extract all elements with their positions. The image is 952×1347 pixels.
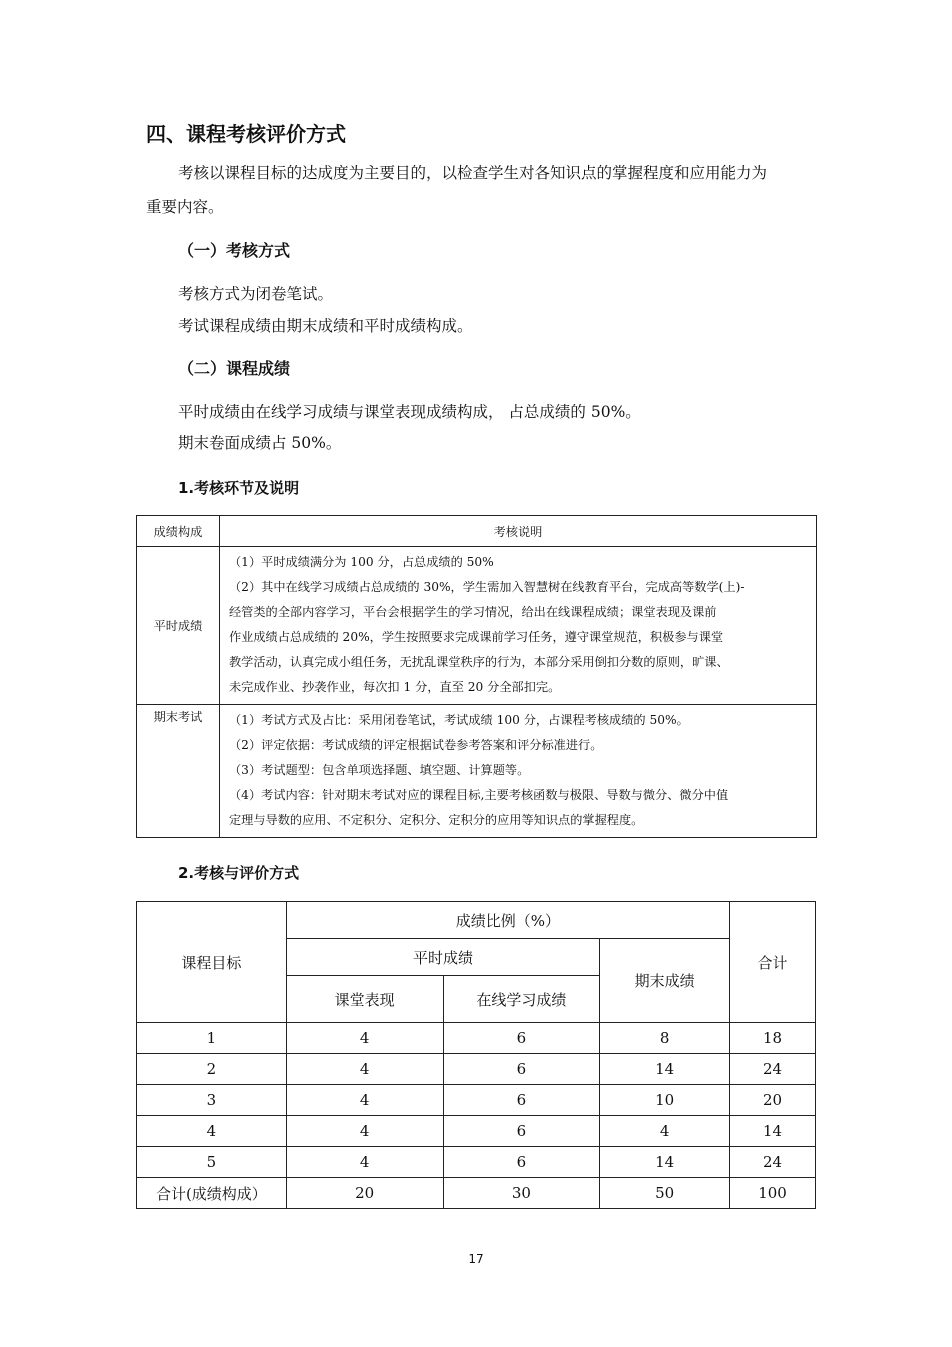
row-label-usual-grade: 平时成绩 bbox=[137, 547, 220, 705]
table-cell: 14 bbox=[600, 1054, 730, 1085]
table-cell: 4 bbox=[286, 1054, 443, 1085]
table-cell: 18 bbox=[730, 1023, 816, 1054]
header-grade-composition: 成绩构成 bbox=[137, 516, 220, 547]
description-line: 作业成绩占总成绩的 20%，学生按照要求完成课前学习任务，遵守课堂规范，积极参与课堂 bbox=[229, 630, 724, 644]
description-line: （2）其中在线学习成绩占总成绩的 30%，学生需加入智慧树在线教育平台，完成高等数学(上)- bbox=[229, 580, 745, 594]
description-line: （2）评定依据：考试成绩的评定根据试卷参考答案和评分标准进行。 bbox=[229, 738, 603, 752]
table-cell: 4 bbox=[286, 1116, 443, 1147]
table-cell: 10 bbox=[600, 1085, 730, 1116]
table-cell: 100 bbox=[730, 1178, 816, 1209]
table-row bbox=[137, 1116, 816, 1147]
header-usual-grade: 平时成绩 bbox=[286, 939, 600, 976]
final-exam-description bbox=[220, 705, 817, 838]
course-grade-line: 平时成绩由在线学习成绩与课堂表现成绩构成， 占总成绩的 50%。 bbox=[178, 403, 641, 421]
description-line: 经管类的全部内容学习，平台会根据学生的学习情况，给出在线课程成绩；课堂表现及课前 bbox=[229, 605, 717, 619]
subsection-title-course-grade: （二）课程成绩 bbox=[178, 359, 291, 378]
table-cell: 合计(成绩构成） bbox=[137, 1178, 287, 1209]
table-cell: 4 bbox=[286, 1147, 443, 1178]
table-cell: 3 bbox=[137, 1085, 287, 1116]
table-cell: 30 bbox=[443, 1178, 600, 1209]
intro-line-2: 重要内容。 bbox=[146, 198, 224, 216]
table-row bbox=[137, 705, 817, 838]
table-cell: 6 bbox=[443, 1054, 600, 1085]
assessment-method-line: 考核方式为闭卷笔试。 bbox=[178, 285, 334, 303]
subsection-title-assessment-method: （一）考核方式 bbox=[178, 241, 291, 260]
table-cell: 50 bbox=[600, 1178, 730, 1209]
header-course-goal: 课程目标 bbox=[137, 902, 287, 1023]
description-line: （1）平时成绩满分为 100 分，占总成绩的 50% bbox=[229, 555, 494, 569]
header-assessment-description: 考核说明 bbox=[220, 516, 817, 547]
table-cell: 2 bbox=[137, 1054, 287, 1085]
header-final-grade: 期末成绩 bbox=[600, 939, 730, 1023]
table-cell: 24 bbox=[730, 1147, 816, 1178]
page-number: 17 bbox=[468, 1252, 484, 1266]
header-online-learning: 在线学习成绩 bbox=[443, 976, 600, 1023]
table-cell: 24 bbox=[730, 1054, 816, 1085]
table-cell: 20 bbox=[730, 1085, 816, 1116]
table-cell: 14 bbox=[730, 1116, 816, 1147]
table-cell: 4 bbox=[600, 1116, 730, 1147]
table-cell: 4 bbox=[286, 1023, 443, 1054]
intro-line-1: 考核以课程目标的达成度为主要目的，以检查学生对各知识点的掌握程度和应用能力为 bbox=[178, 164, 768, 182]
table-cell: 20 bbox=[286, 1178, 443, 1209]
header-total: 合计 bbox=[730, 902, 816, 1023]
table-cell: 6 bbox=[443, 1147, 600, 1178]
table1-title: 1.考核环节及说明 bbox=[178, 479, 300, 497]
table-cell: 4 bbox=[286, 1085, 443, 1116]
table-cell: 5 bbox=[137, 1147, 287, 1178]
section-title: 四、课程考核评价方式 bbox=[146, 122, 346, 146]
table-cell: 6 bbox=[443, 1023, 600, 1054]
table-cell: 14 bbox=[600, 1147, 730, 1178]
assessment-method-line: 考试课程成绩由期末成绩和平时成绩构成。 bbox=[178, 317, 473, 335]
course-grade-line: 期末卷面成绩占 50%。 bbox=[178, 434, 342, 452]
row-label-final-exam: 期末考试 bbox=[137, 705, 220, 838]
table-row bbox=[137, 1085, 816, 1116]
table2-title: 2.考核与评价方式 bbox=[178, 864, 300, 882]
usual-grade-description bbox=[220, 547, 817, 705]
description-line: （3）考试题型：包含单项选择题、填空题、计算题等。 bbox=[229, 763, 530, 777]
table-cell: 4 bbox=[137, 1116, 287, 1147]
table-cell: 1 bbox=[137, 1023, 287, 1054]
grade-ratio-table bbox=[136, 901, 816, 1209]
table-row bbox=[137, 1054, 816, 1085]
table-header-row bbox=[137, 516, 817, 547]
table-total-row bbox=[137, 1178, 816, 1209]
table-header-row bbox=[137, 902, 816, 939]
description-line: （4）考试内容：针对期末考试对应的课程目标,主要考核函数与极限、导数与微分、微分中值 bbox=[229, 788, 729, 802]
header-class-performance: 课堂表现 bbox=[286, 976, 443, 1023]
table-cell: 8 bbox=[600, 1023, 730, 1054]
table-cell: 6 bbox=[443, 1116, 600, 1147]
table-row bbox=[137, 1147, 816, 1178]
header-grade-ratio: 成绩比例（%） bbox=[286, 902, 729, 939]
description-line: （1）考试方式及占比：采用闭卷笔试，考试成绩 100 分，占课程考核成绩的 50%。 bbox=[229, 713, 689, 727]
description-line: 教学活动，认真完成小组任务，无扰乱课堂秩序的行为，本部分采用倒扣分数的原则，旷课、 bbox=[229, 655, 729, 669]
description-line: 定理与导数的应用、不定积分、定积分、定积分的应用等知识点的掌握程度。 bbox=[229, 813, 644, 827]
assessment-description-table bbox=[136, 515, 817, 838]
description-line: 未完成作业、抄袭作业，每次扣 1 分，直至 20 分全部扣完。 bbox=[229, 680, 561, 694]
table-row bbox=[137, 1023, 816, 1054]
table-cell: 6 bbox=[443, 1085, 600, 1116]
table-row bbox=[137, 547, 817, 705]
